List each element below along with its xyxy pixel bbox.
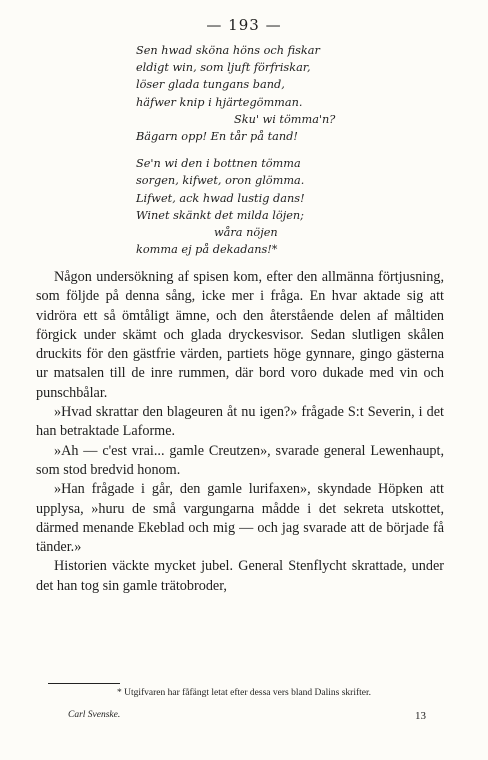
poem-line: sorgen, kifwet, oron glömma. [136,174,305,188]
poem-line: Bägarn opp! En tår på tand! [136,130,298,144]
footnote-rule [48,683,120,684]
poem-line: Se'n wi den i bottnen tömma [136,157,301,171]
poem-line: eldigt win, som ljuft förfriskar, [136,61,311,75]
poem [136,42,386,258]
poem-line: Lifwet, ack hwad lustig dans! [136,191,305,205]
poem-line: Sen hwad sköna höns och fiskar [136,44,320,57]
poem-line: komma ej på dekadans!* [136,243,278,257]
poem-line: wåra nöjen [214,226,278,240]
printer-signature: Carl Svenske. [68,710,121,720]
page-number: — 193 — [206,16,282,34]
paragraph: Någon undersökning af spisen kom, efter den allmänna förtjusning, som följde på denna sång, icke mer i fråga. En hvar aktade sig att vidröra ett så ömtåligt ämne, och den återstående delen af måltiden förgick under skämt och glada dryckesvisor. Sedan slutligen skålen druckits för den gästfrie värden, partiets höge gynnare, gingo gästerna ur matsalen till de inre rummen, där bord voro dukade med vin och punschbålar. [36,269,444,401]
paragraph: Historien väckte mycket jubel. General Stenflycht skrattade, under det han tog sin gamle trätobroder, [36,558,444,594]
paragraph: »Han frågade i går, den gamle lurifaxen», skyndade Höpken att upplysa, »huru de små vargungarna mådde i det sekreta utskottet, därmed menande Ekeblad och mig — och jag svarade att de började få tänder.» [36,481,444,556]
sheet-number: 13 [415,710,426,722]
paragraph: »Ah — c'est vrai... gamle Creutzen», svarade general Lewenhaupt, som stod bredvid honom. [36,442,444,478]
footnote: * Utgifvaren har fåfängt letat efter dessa vers bland Dalins skrifter. [116,688,372,698]
poem-line: häfwer knip i hjärtegömman. [136,95,303,109]
paragraph: »Hvad skrattar den blageuren åt nu igen?» frågade S:t Severin, i det han betraktade Laforme. [36,404,444,440]
poem-line: Sku' wi tömma'n? [234,112,336,126]
poem-line: Winet skänkt det milda löjen; [136,208,304,222]
body-text [36,268,444,596]
poem-line: löser glada tungans band, [136,78,285,92]
